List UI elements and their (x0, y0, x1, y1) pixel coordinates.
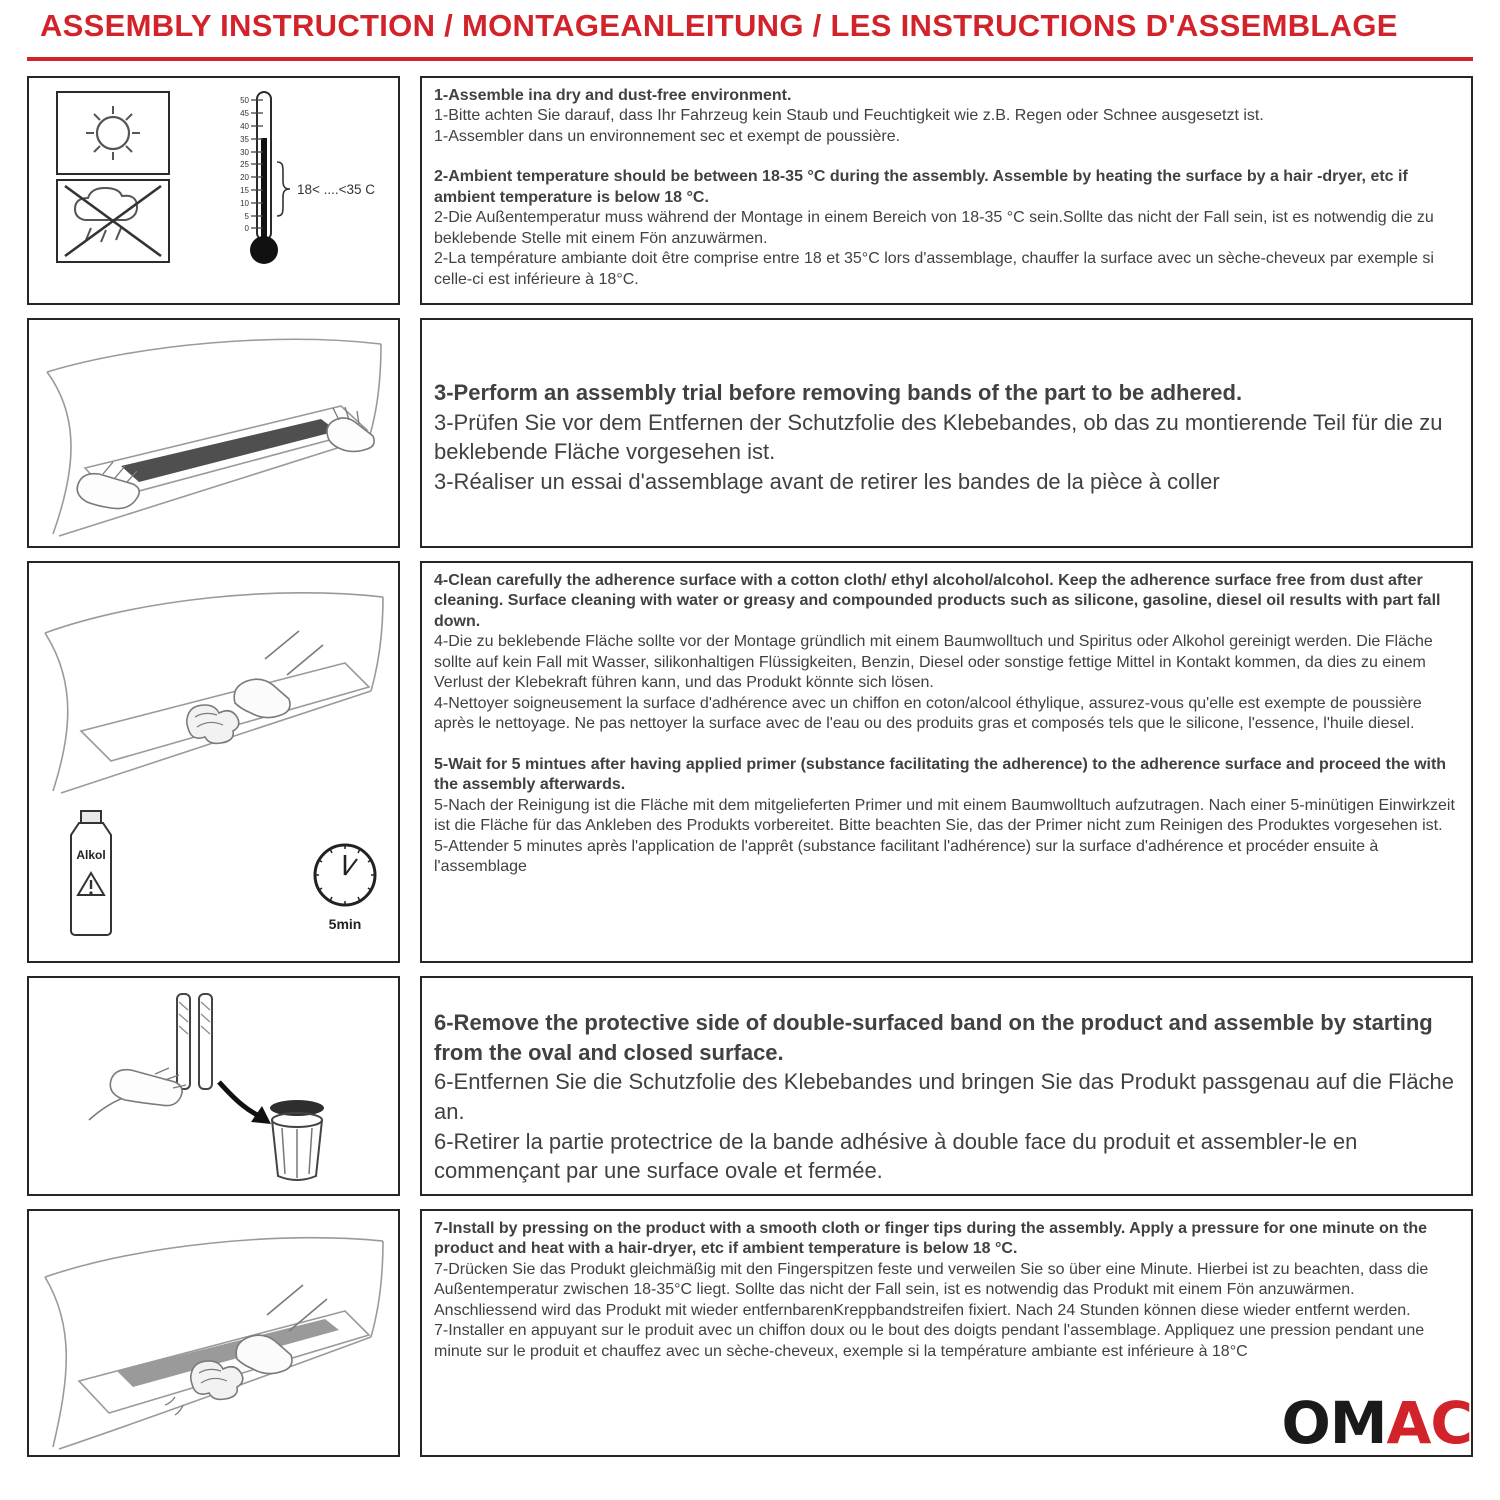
step-7-text-fr: 7-Installer en appuyant sur le produit avec un chiffon doux ou le bout des doigts pendant l'assemblage. Appliquez une pression pendant une minute sur le produit et chauffez avec un sèche-cheveux, exemple si la température ambiante est inférieure à 18°C (434, 1322, 1425, 1360)
assembly-trial-illustration (29, 320, 398, 546)
svg-text:15: 15 (240, 186, 249, 195)
svg-text:5: 5 (244, 212, 249, 221)
step-7-text-de: 7-Drücken Sie das Produkt gleichmäßig mit den Fingerspitzen feste und verweilen Sie so über eine Minute. Hierbei ist zu beachten, dass die Außentemperatur zwischen 18-35°C liegt. Sollte das nicht der Fall sein, ist es notwendig das Produkt mit einem Fön anzuwärmen. Anschliessend wird das Produkt mit wieder entfernbarenKreppbandstreifen fixiert. Nach 24 Stunden können diese wieder entfernt werden. (434, 1260, 1429, 1319)
arrow-to-trash (219, 1082, 261, 1117)
step-6-text-en: 6-Remove the protective side of double-surfaced band on the product and assemble by starting from the oval and closed surface. (434, 1010, 1433, 1065)
steps-4-5-text-panel (420, 561, 1473, 963)
step-3-text-panel (420, 318, 1473, 548)
temperature-range-label: 18< ....<35 C (297, 182, 376, 197)
cleaning-hand-icon (187, 631, 323, 743)
door-opening-outline (45, 1238, 383, 1449)
step-3-text-en: 3-Perform an assembly trial before removing bands of the part to be adhered. (434, 380, 1243, 405)
omac-logo-a: A (1386, 1389, 1431, 1457)
step-4-text-de: 4-Die zu beklebende Fläche sollte vor der Montage gründlich mit einem Baumwolltuch und Spiritus oder Alkohol gereinigt werden. Die Fläche sollte auf kein Fall mit Wasser, silikonhaltigen Flüssigkeiten, Benzin, Diesel oder sonstige fettige Mittel in Kontakt kommen, da dies zu einem Verlust der Klebekraft führen kann, und das Produkt könnte sich lösen. (434, 633, 1433, 692)
step-6-text-fr: 6-Retirer la partie protectrice de la bande adhésive à double face du produit et assembler-le en commençant par une surface ovale et fermée. (434, 1128, 1358, 1184)
pulling-hand-icon (89, 1068, 186, 1120)
step-2-text-fr: 2-La température ambiante doit être comprise entre 18 et 35°C lors d'assemblage, chauffer la surface avec un sèche-cheveux par exemple si celle-ci est inférieure à 18°C. (434, 250, 1434, 288)
thermometer-icon (240, 92, 375, 264)
cleaning-illustration (29, 563, 398, 961)
env-temperature-illustration-panel (27, 76, 400, 305)
step-5-text-en: 5-Wait for 5 mintues after having applied primer (substance facilitating the adherence) to the adherence surface and proceed the with the assembly afterwards. (434, 755, 1447, 794)
svg-text:50: 50 (240, 96, 249, 105)
omac-logo-om: OM (1281, 1389, 1387, 1457)
remove-band-illustration (29, 978, 398, 1194)
protective-band-strips (177, 994, 212, 1089)
svg-text:0: 0 (244, 224, 249, 233)
svg-text:30: 30 (240, 148, 249, 157)
omac-logo-c: C (1430, 1389, 1472, 1457)
step-6-text-panel (420, 976, 1473, 1196)
svg-text:35: 35 (240, 135, 249, 144)
step-5-text-de: 5-Nach der Reinigung ist die Fläche mit dem mitgelieferten Primer und mit einem Baumwolltuch aufzutragen. Nach einer 5-minütigen Einwirkzeit ist die Fläche für das Ankleben des Produkts vorbereitet. Bitte beachten Sie, das der Primer nicht zum Reinigen des Produktes vorgesehen ist. (434, 796, 1455, 835)
step-3-text-de: 3-Prüfen Sie vor dem Entfernen der Schutzfolie des Klebebandes, ob das zu montierende Teil für die zu beklebende Fläche vorgesehen ist. (434, 409, 1443, 465)
press-install-illustration (29, 1211, 398, 1455)
sun-icon (57, 92, 169, 174)
clock-caption: 5min (328, 916, 362, 932)
step-3-text-fr: 3-Réaliser un essai d'assemblage avant de retirer les bandes de la pièce à coller (434, 469, 1220, 495)
thermometer-scale-labels (240, 96, 249, 233)
step-1-text-fr: 1-Assembler dans un environnement sec et exempt de poussière. (434, 127, 901, 145)
svg-text:40: 40 (240, 122, 249, 131)
clock-icon (315, 845, 375, 932)
step-1-text-de: 1-Bitte achten Sie darauf, dass Ihr Fahrzeug kein Staub und Feuchtigkeit wie z.B. Regen oder Schnee ausgesetzt ist. (434, 107, 1264, 125)
step-4-text-en: 4-Clean carefully the adherence surface with a cotton cloth/ ethyl alcohol/alcohol. Keep the adherence surface free from dust after cleaning. Surface cleaning with water or greasy and compounded products such as silicone, gasoline, diesel oil results with part fall down. (434, 572, 1441, 630)
page-title: ASSEMBLY INSTRUCTION / MONTAGEANLEITUNG / LES INSTRUCTIONS D'ASSEMBLAGE (40, 8, 1398, 43)
trash-can-icon (270, 1100, 324, 1180)
pressing-cloth (191, 1361, 243, 1399)
svg-text:10: 10 (240, 199, 249, 208)
range-brace (277, 162, 290, 216)
pressing-hand-icon (165, 1285, 327, 1415)
door-opening-outline (45, 593, 383, 793)
svg-text:45: 45 (240, 109, 249, 118)
svg-text:25: 25 (240, 160, 249, 169)
alcohol-bottle-label: Alkol (76, 848, 106, 862)
assembly-trial-illustration-panel (27, 318, 400, 548)
cleaning-cloth (187, 705, 239, 743)
title-underline (27, 57, 1473, 61)
omac-logo (1281, 1389, 1473, 1457)
no-rain-icon (57, 180, 169, 262)
press-install-illustration-panel (27, 1209, 400, 1457)
svg-text:20: 20 (240, 173, 249, 182)
step-2-text-en: 2-Ambient temperature should be between 18-35 °C during the assembly. Assemble by heating the surface by a hair -dryer, etc if ambient temperature is below 18 °C. (434, 168, 1408, 206)
steps-1-2-text-panel (420, 76, 1473, 305)
step-2-text-de: 2-Die Außentemperatur muss während der Montage in einem Bereich von 18-35 °C sein.Sollte das nicht der Fall sein, ist es notwendig die zu beklebende Stelle mit einem Fön anzuwärmen. (434, 209, 1434, 247)
step-6-text-de: 6-Entfernen Sie die Schutzfolie des Klebebandes und bringen Sie das Produkt passgenau auf die Fläche an. (434, 1069, 1455, 1125)
env-temperature-illustration (29, 78, 398, 303)
step-5-text-fr: 5-Attender 5 minutes après l'application de l'apprêt (substance facilitant l'adhérence) sur la surface d'adhérence et procéder ensuite à l'assemblage (434, 837, 1379, 876)
door-sill-trim-strip (121, 419, 337, 482)
step-7-text-en: 7-Install by pressing on the product with a smooth cloth or finger tips during the assembly. Apply a pressure for one minute on the product and heat with a hair-dryer, etc if ambient temperature is below 18 °C. (434, 1220, 1427, 1258)
step-1-text-en: 1-Assemble ina dry and dust-free environment. (434, 87, 792, 104)
cleaning-illustration-panel (27, 561, 400, 963)
alcohol-bottle-icon (71, 811, 111, 935)
step-4-text-fr: 4-Nettoyer soigneusement la surface d'adhérence avec un chiffon en coton/alcool éthylique, assurez-vous qu'elle est exempte de poussière après le nettoyage. Ne pas nettoyer la surface avec de l'eau ou des produits gras et composés tels que le silicone, l'essence, l'huile diesel. (434, 694, 1422, 733)
remove-band-illustration-panel (27, 976, 400, 1196)
